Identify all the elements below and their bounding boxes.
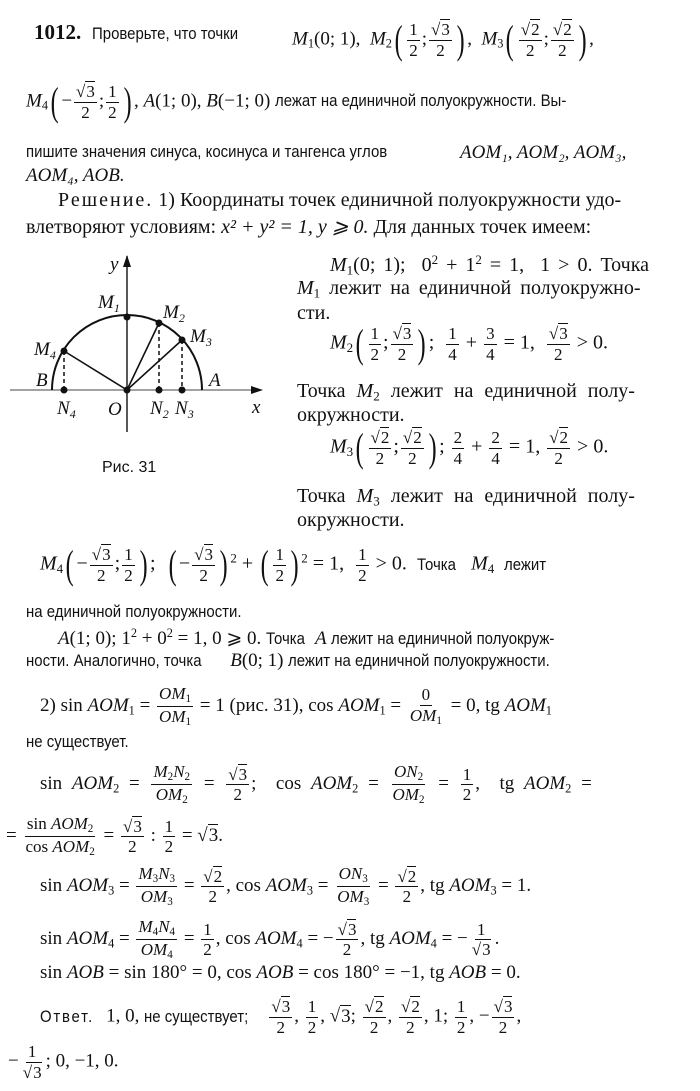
m1-check: $M_1(0$; 1); $0^2 + 1^2 = 1$, 1 > 0. Точка bbox=[330, 252, 649, 278]
problem-angles-2: AOM₄, AOB. bbox=[26, 165, 125, 186]
problem-line-2: $M_4$( − $\frac{√3}{2}$ ; $\frac{1}{2}$ ) , A(1; 0), B(−1; 0) лежат на единичной полуокружности. Вы- bbox=[26, 79, 567, 124]
not-exist-line: не существует. bbox=[26, 732, 129, 751]
part2-aob: sin AOB = sin 180° = 0, cos AOB = cos 180° = −1, tg AOB = 0. bbox=[40, 962, 521, 983]
part2-sin4: $\sin AOM_4$ = $\frac{M_4N_4}{OM_4}$ = $\frac{1}{2}$ , $\cos AOM_4$ = − $\frac{√3}{2}$ , tg $AOM_4$ = − $\frac{1}{√3}$ . bbox=[40, 917, 500, 962]
svg-text:O: O bbox=[108, 399, 122, 420]
m1-text-b: лежит на единичной полуокружно- bbox=[329, 277, 641, 299]
part2-sin3: $\sin AOM_3$ = $\frac{M_3N_3}{OM_3}$ = $\frac{√2}{2}$ , $\cos AOM_3$ = $\frac{ON_3}{OM_3}$ = $\frac{√2}{2}$ , tg $AOM_3 = 1$. bbox=[40, 864, 532, 909]
m2-text-end: окружности. bbox=[297, 404, 405, 426]
problem-line-3 bbox=[26, 143, 387, 160]
svg-text:x: x bbox=[252, 397, 261, 418]
m2-check: $M_2$( $\frac{1}{2}$ ; $\frac{√3}{2}$ ) ; $\frac{1}{4}$ + $\frac{3}{4}$ = 1, $\frac{√3}{2}$ > 0. bbox=[330, 321, 608, 366]
m4-tail-b: лежит bbox=[504, 554, 547, 574]
m1-text: $M_1$ лежит на единичной полуокружно- bbox=[297, 277, 641, 301]
problem-statement-line2: пишите значения синуса, косинуса и тангенса углов bbox=[26, 142, 388, 161]
problem-statement-lead: Проверьте, что точки bbox=[92, 24, 239, 43]
m4-check: $M_4$( − $\frac{√3}{2}$ ; $\frac{1}{2}$ ) ; ( − $\frac{√3}{2}$ ) $^2$ + ( $\frac{1}{2}$ ) $^2$ = 1, $\frac{1}{2}$ > 0. Точка $M_4$ лежит bbox=[40, 542, 547, 587]
m2-text-b: лежит на единичной полу- bbox=[390, 380, 635, 402]
solution-label: Решение. bbox=[58, 189, 154, 211]
svg-text:N2: $N_2$ bbox=[150, 398, 169, 421]
solution-intro-1 bbox=[58, 190, 621, 210]
solution-intro-text-1: 1) Координаты точек единичной полуокружности удо- bbox=[158, 189, 622, 211]
m4-line-2: на единичной полуокружности. bbox=[26, 602, 242, 621]
svg-text:N4: $N_4$ bbox=[57, 398, 76, 421]
solution-intro-text-2: влетворяют условиям: bbox=[26, 216, 217, 238]
part2-tg2: = $\frac{\sin AOM_2}{\cos AOM_2}$ = $\frac{√3}{2}$ : $\frac{1}{2}$ = √3. bbox=[6, 814, 223, 859]
part2-sin1: 2) $\sin AOM_1$ = $\frac{OM_1}{OM_1}$ = 1 (рис. 31), $\cos AOM_1$ = $\frac{0}{OM_1}$ = 0, tg $AOM_1$ bbox=[40, 684, 552, 729]
answer-line-2: − $\frac{1}{√3}$ ; 0, −1, 0. bbox=[8, 1042, 119, 1082]
svg-text:N3: $N_3$ bbox=[175, 398, 194, 421]
answer-line-1: Ответ. 1, 0, не существует; $\frac{√3}{2}$ , $\frac{1}{2}$ , √3; $\frac{√2}{2}$ , $\frac{√2}{2}$ , 1; $\frac{1}{2}$ , − $\frac{√3}{2}$ , bbox=[40, 997, 522, 1037]
part2-sin2: $\sin AOM_2$ = $\frac{M_2N_2}{OM_2}$ = $\frac{√3}{2}$ ; $\cos AOM_2$ = $\frac{ON_2}{OM_2}$ = $\frac{1}{2}$ , tg $AOM_2$ = bbox=[40, 762, 592, 807]
a-check: A(1; 0); $1^2 + 0^2 = 1$, 0 ⩾ 0. Точка A лежит на единичной полуокруж- bbox=[58, 626, 555, 649]
semicircle-condition: x² + y² = 1, y ⩾ 0. bbox=[221, 216, 369, 238]
svg-text:M1: $M_1$ bbox=[98, 292, 120, 315]
svg-text:y: y bbox=[110, 254, 119, 275]
m2-text-a: Точка bbox=[297, 380, 346, 402]
solution-intro-2 bbox=[26, 217, 591, 237]
answer-end: ; 0, −1, 0. bbox=[45, 1050, 119, 1072]
problem-number: 1012. bbox=[34, 20, 82, 44]
m3-check: $M_3$( $\frac{√2}{2}$ ; $\frac{√2}{2}$ ) ; $\frac{2}{4}$ + $\frac{2}{4}$ = 1, $\frac{√2}{2}$ > 0. bbox=[330, 425, 609, 470]
m3-text-end: окружности. bbox=[297, 509, 405, 531]
a-line-2: ности. Аналогично, точка B(0; 1) лежит на единичной полуокружности. bbox=[26, 650, 551, 671]
svg-text:B: B bbox=[36, 370, 48, 391]
m4-tail-a: Точка bbox=[416, 554, 456, 574]
m3-text-a: Точка bbox=[297, 485, 346, 507]
svg-text:M2: $M_2$ bbox=[163, 302, 185, 325]
problem-points-row-1: $M_1(0$; 1), $M_2$( $\frac{1}{2}$ ; $\frac{√3}{2}$ ) , $M_3$( $\frac{√2}{2}$ ; $\frac{√2}{2}$ ) , bbox=[292, 17, 594, 62]
svg-text:M3: $M_3$ bbox=[190, 326, 212, 349]
m3-text: Точка $M_3$ лежит на единичной полу- bbox=[297, 485, 635, 509]
problem-angles-1: AOM₁, AOM₂, AOM₃, bbox=[460, 142, 627, 163]
answer-label: Ответ. bbox=[40, 1006, 95, 1026]
m3-text-b: лежит на единичной полу- bbox=[390, 485, 635, 507]
svg-text:M4: $M_4$ bbox=[34, 339, 56, 362]
m1-text-end: сти. bbox=[297, 302, 331, 324]
problem-statement-mid: лежат на единичной полуокружности. Вы- bbox=[275, 91, 567, 111]
problem-line-1 bbox=[34, 22, 258, 43]
figure-caption: Рис. 31 bbox=[102, 459, 157, 476]
svg-text:A: A bbox=[209, 370, 221, 391]
unit-semicircle-figure bbox=[0, 240, 290, 490]
m2-text: Точка $M_2$ лежит на единичной полу- bbox=[297, 380, 635, 404]
solution-intro-text-3: Для данных точек имеем: bbox=[373, 216, 592, 238]
